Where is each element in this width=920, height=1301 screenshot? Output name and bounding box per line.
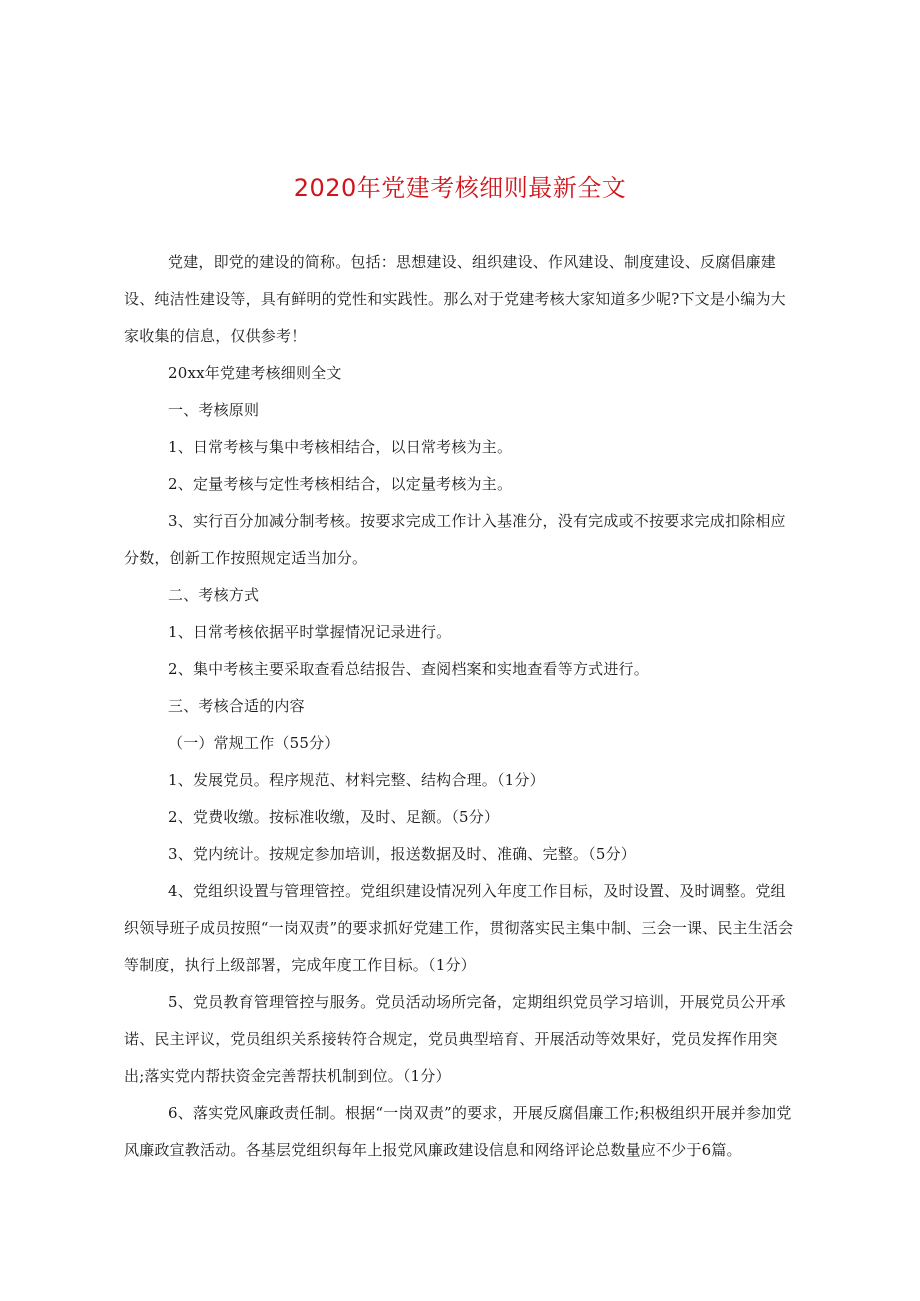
intro-paragraph: 党建，即党的建设的简称。包括：思想建设、组织建设、作风建设、制度建设、反腐倡廉建设、纯洁性建设等，具有鲜明的党性和实践性。那么对于党建考核大家知道多少呢?下文是小编为大家收集的信息，仅供参考！ <box>124 253 786 345</box>
document-title: 2020年党建考核细则最新全文 <box>293 174 627 202</box>
subsection-heading-routine: （一）常规工作（55分） <box>168 734 340 752</box>
content-item-1: 1、发展党员。程序规范、材料完整、结构合理。（1分） <box>168 771 545 789</box>
section-heading-principles: 一、考核原则 <box>168 401 260 419</box>
content-item-3: 3、党内统计。按规定参加培训，报送数据及时、准确、完整。（5分） <box>168 845 636 863</box>
section-heading-content: 三、考核合适的内容 <box>168 697 305 715</box>
content-item-5: 5、党员教育管理管控与服务。党员活动场所完备，定期组织党员学习培训，开展党员公开承诺、民主评议，党员组织关系接转符合规定，党员典型培育、开展活动等效果好，党员发挥作用突出;落实党内帮扶资金完善帮扶机制到位。（1分） <box>124 993 786 1085</box>
document-body <box>124 244 796 1169</box>
principle-item-2: 2、定量考核与定性考核相结合，以定量考核为主。 <box>168 475 513 493</box>
principle-item-3: 3、实行百分加减分制考核。按要求完成工作计入基准分，没有完成或不按要求完成扣除相应分数，创新工作按照规定适当加分。 <box>124 512 786 567</box>
content-item-4: 4、党组织设置与管理管控。党组织建设情况列入年度工作目标，及时设置、及时调整。党组织领导班子成员按照“一岗双责”的要求抓好党建工作，贯彻落实民主集中制、三会一课、民主生活会等制度，执行上级部署，完成年度工作目标。（1分） <box>124 882 794 974</box>
method-item-2: 2、集中考核主要采取查看总结报告、查阅档案和实地查看等方式进行。 <box>168 660 649 678</box>
subtitle-line: 20xx年党建考核细则全文 <box>168 364 342 382</box>
principle-item-1: 1、日常考核与集中考核相结合，以日常考核为主。 <box>168 438 513 456</box>
section-heading-methods: 二、考核方式 <box>168 586 260 604</box>
content-item-6: 6、落实党风廉政责任制。根据“一岗双责”的要求，开展反腐倡廉工作;积极组织开展并参加党风廉政宣教活动。各基层党组织每年上报党风廉政建设信息和网络评论总数量应不少于6篇。 <box>124 1104 792 1159</box>
content-item-2: 2、党费收缴。按标准收缴，及时、足额。（5分） <box>168 808 500 826</box>
method-item-1: 1、日常考核依据平时掌握情况记录进行。 <box>168 623 452 641</box>
